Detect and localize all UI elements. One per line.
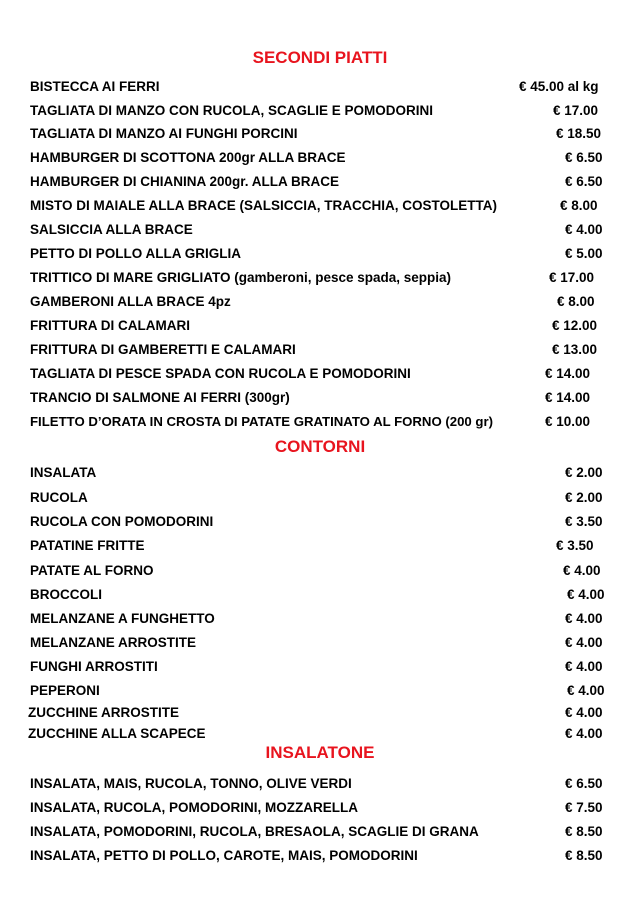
menu-item bbox=[0, 561, 640, 581]
menu-item bbox=[0, 364, 640, 384]
menu-item bbox=[0, 196, 640, 216]
item-name: FRITTURA DI CALAMARI bbox=[30, 318, 190, 333]
menu-item bbox=[0, 292, 640, 312]
item-price: € 17.00 bbox=[549, 270, 595, 285]
menu-item bbox=[0, 412, 640, 432]
item-name: GAMBERONI ALLA BRACE 4pz bbox=[30, 294, 231, 309]
menu-item bbox=[0, 340, 640, 360]
menu-item bbox=[0, 681, 640, 701]
item-price: € 4.00 bbox=[565, 659, 603, 674]
item-name: MELANZANE ARROSTITE bbox=[30, 635, 196, 650]
item-price: € 14.00 bbox=[545, 390, 591, 405]
item-name: PATATINE FRITTE bbox=[30, 538, 145, 553]
menu-item bbox=[0, 774, 640, 794]
item-price: € 13.00 bbox=[552, 342, 598, 357]
item-price: € 3.50 bbox=[556, 538, 594, 553]
menu-item bbox=[0, 77, 640, 97]
menu-item bbox=[0, 703, 640, 723]
item-name: BROCCOLI bbox=[30, 587, 102, 602]
item-price: € 4.00 bbox=[565, 611, 603, 626]
item-price: € 8.00 bbox=[557, 294, 595, 309]
item-name: INSALATA, POMODORINI, RUCOLA, BRESAOLA, SCAGLIE DI GRANA bbox=[30, 824, 479, 839]
item-price: € 4.00 bbox=[563, 563, 601, 578]
item-name: MELANZANE A FUNGHETTO bbox=[30, 611, 215, 626]
item-name: MISTO DI MAIALE ALLA BRACE (SALSICCIA, TRACCHIA, COSTOLETTA) bbox=[30, 198, 497, 213]
item-price: € 7.50 bbox=[565, 800, 603, 815]
item-name: INSALATA bbox=[30, 465, 97, 480]
item-name: FRITTURA DI GAMBERETTI E CALAMARI bbox=[30, 342, 296, 357]
menu-item bbox=[0, 172, 640, 192]
section-title-insalatone: INSALATONE bbox=[265, 743, 375, 762]
menu-item bbox=[0, 488, 640, 508]
menu-item bbox=[0, 724, 640, 744]
item-name: FILETTO D’ORATA IN CROSTA DI PATATE GRATINATO AL FORNO (200 gr) bbox=[30, 414, 494, 429]
item-name: HAMBURGER DI CHIANINA 200gr. ALLA BRACE bbox=[30, 174, 340, 189]
item-name: TRANCIO DI SALMONE AI FERRI (300gr) bbox=[30, 390, 290, 405]
item-name: PATATE AL FORNO bbox=[30, 563, 154, 578]
item-name: BISTECCA AI FERRI bbox=[30, 79, 160, 94]
item-price: € 17.00 bbox=[553, 103, 599, 118]
item-name: FUNGHI ARROSTITI bbox=[30, 659, 158, 674]
item-name: INSALATA, PETTO DI POLLO, CAROTE, MAIS, POMODORINI bbox=[30, 848, 418, 863]
item-name: INSALATA, RUCOLA, POMODORINI, MOZZARELLA bbox=[30, 800, 358, 815]
section-title-secondi-piatti: SECONDI PIATTI bbox=[252, 48, 388, 67]
item-price: € 6.50 bbox=[565, 150, 603, 165]
item-name: TAGLIATA DI MANZO CON RUCOLA, SCAGLIE E POMODORINI bbox=[30, 103, 433, 118]
item-price: € 4.00 bbox=[565, 635, 603, 650]
menu-item bbox=[0, 609, 640, 629]
item-price: € 6.50 bbox=[565, 776, 603, 791]
item-name: TRITTICO DI MARE GRIGLIATO (gamberoni, pesce spada, seppia) bbox=[30, 270, 452, 285]
menu-item bbox=[0, 220, 640, 240]
item-name: TAGLIATA DI MANZO AI FUNGHI PORCINI bbox=[30, 126, 298, 141]
item-name: TAGLIATA DI PESCE SPADA CON RUCOLA E POMODORINI bbox=[30, 366, 411, 381]
section-title-contorni: CONTORNI bbox=[274, 437, 366, 456]
item-price: € 8.50 bbox=[565, 848, 603, 863]
item-price: € 6.50 bbox=[565, 174, 603, 189]
item-name: SALSICCIA ALLA BRACE bbox=[30, 222, 193, 237]
item-price: € 4.00 bbox=[567, 683, 605, 698]
item-price: € 45.00 al kg bbox=[519, 79, 599, 94]
menu-item bbox=[0, 585, 640, 605]
item-price: € 8.00 bbox=[560, 198, 598, 213]
menu-item bbox=[0, 316, 640, 336]
item-price: € 12.00 bbox=[552, 318, 598, 333]
menu-item bbox=[0, 101, 640, 121]
item-price: € 5.00 bbox=[565, 246, 603, 261]
menu-item bbox=[0, 822, 640, 842]
menu-item bbox=[0, 798, 640, 818]
item-price: € 4.00 bbox=[567, 587, 605, 602]
menu-item bbox=[0, 148, 640, 168]
menu-item bbox=[0, 388, 640, 408]
item-name: HAMBURGER DI SCOTTONA 200gr ALLA BRACE bbox=[30, 150, 346, 165]
item-name: PEPERONI bbox=[30, 683, 100, 698]
item-name: PETTO DI POLLO ALLA GRIGLIA bbox=[30, 246, 241, 261]
item-price: € 10.00 bbox=[545, 414, 591, 429]
item-price: € 4.00 bbox=[565, 726, 603, 741]
item-price: € 2.00 bbox=[565, 490, 603, 505]
menu-item bbox=[0, 657, 640, 677]
item-name: INSALATA, MAIS, RUCOLA, TONNO, OLIVE VERDI bbox=[30, 776, 352, 791]
item-price: € 2.00 bbox=[565, 465, 603, 480]
menu-item bbox=[0, 268, 640, 288]
item-price: € 4.00 bbox=[565, 705, 603, 720]
item-name: RUCOLA bbox=[30, 490, 88, 505]
item-name: RUCOLA CON POMODORINI bbox=[30, 514, 214, 529]
menu-item bbox=[0, 846, 640, 866]
item-price: € 4.00 bbox=[565, 222, 603, 237]
item-name: ZUCCHINE ARROSTITE bbox=[28, 705, 179, 720]
item-price: € 3.50 bbox=[565, 514, 603, 529]
menu-item bbox=[0, 536, 640, 556]
item-price: € 18.50 bbox=[556, 126, 602, 141]
item-name: ZUCCHINE ALLA SCAPECE bbox=[28, 726, 206, 741]
menu-item bbox=[0, 244, 640, 264]
item-price: € 14.00 bbox=[545, 366, 591, 381]
menu-item bbox=[0, 463, 640, 483]
menu-item bbox=[0, 512, 640, 532]
menu-item bbox=[0, 124, 640, 144]
menu-item bbox=[0, 633, 640, 653]
item-price: € 8.50 bbox=[565, 824, 603, 839]
